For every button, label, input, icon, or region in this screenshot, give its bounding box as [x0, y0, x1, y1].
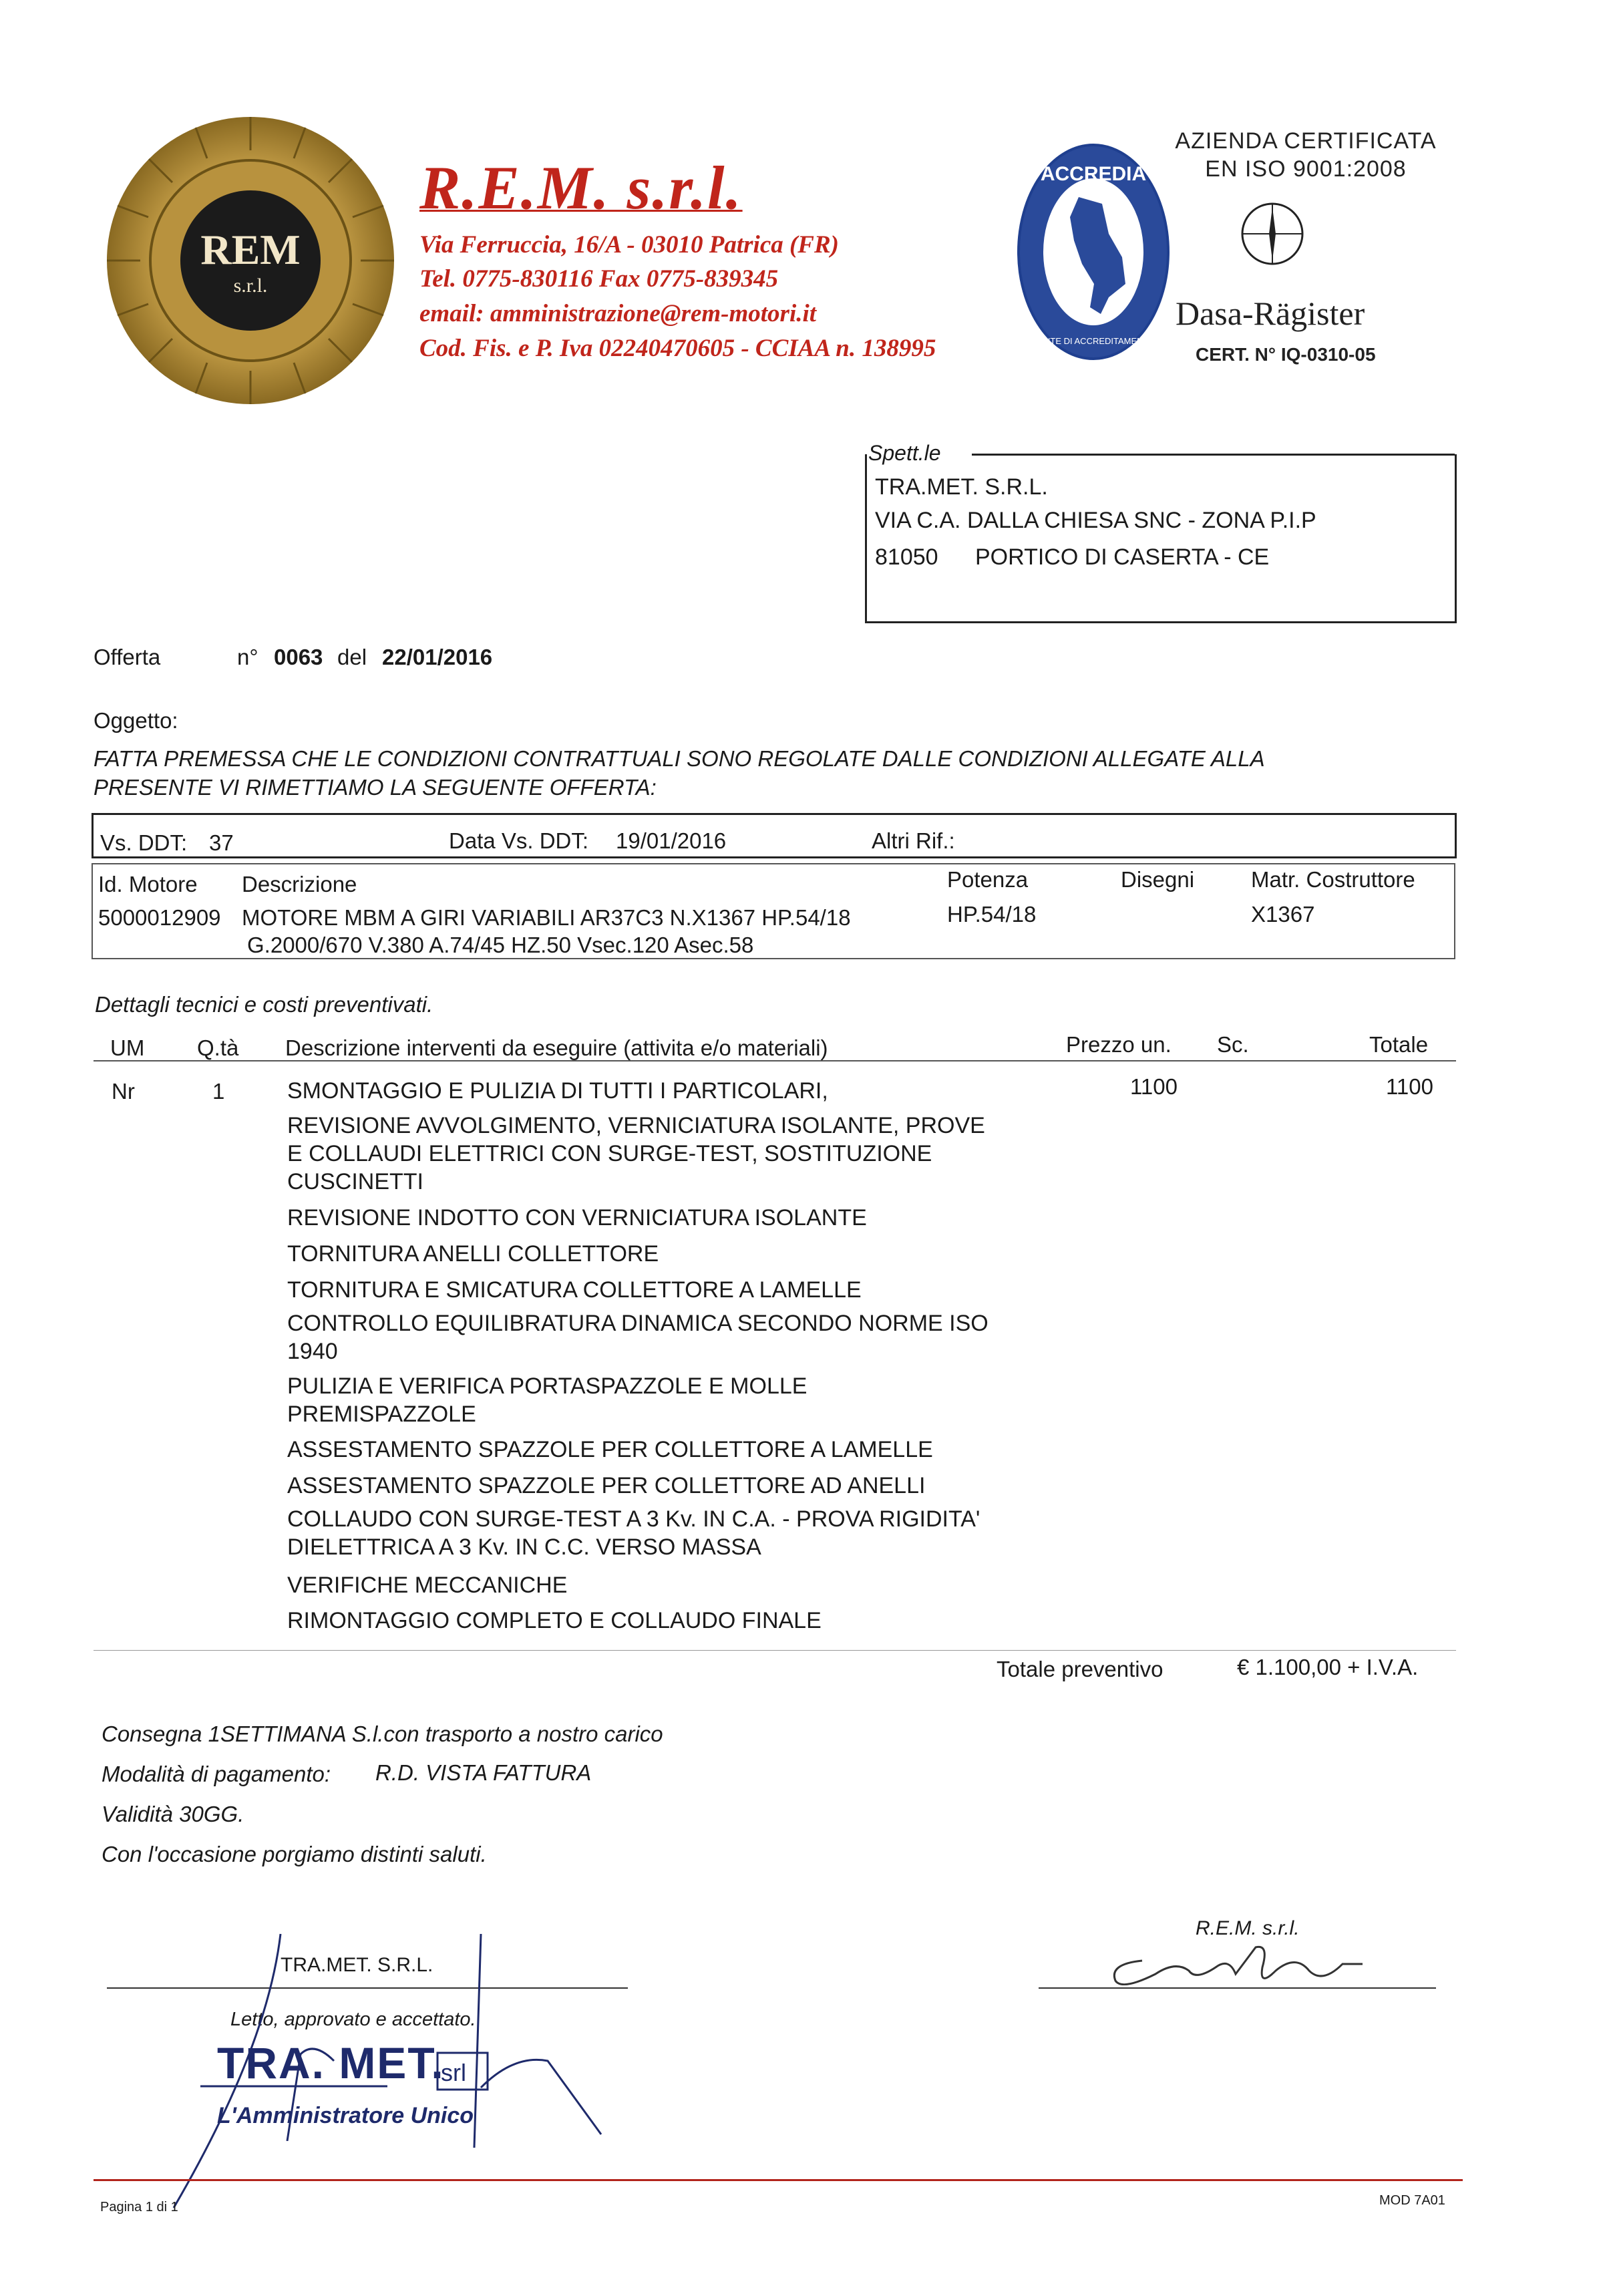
logo-text: REM [200, 226, 301, 273]
details-header-discount: Sc. [1217, 1032, 1249, 1057]
company-name: R.E.M. s.r.l. [419, 154, 743, 222]
ddt-label: Vs. DDT: [100, 830, 188, 855]
rem-signature-line [1039, 1987, 1436, 1989]
details-header-rule [94, 1060, 1456, 1061]
motor-header-serial: Matr. Costruttore [1251, 867, 1415, 892]
row-qty: 1 [212, 1079, 225, 1104]
offer-label: Offerta [94, 645, 161, 669]
stamp-srl: srl [441, 2059, 466, 2086]
company-logo [100, 110, 401, 411]
recipient-box-top [972, 454, 1455, 456]
cert-title-line-2: EN ISO 9001:2008 [1205, 156, 1407, 182]
cert-title-line-1: AZIENDA CERTIFICATA [1175, 128, 1437, 154]
work-item: PULIZIA E VERIFICA PORTASPAZZOLE E MOLLE PREMISPAZZOLE [287, 1373, 808, 1427]
details-header-total: Totale [1369, 1032, 1429, 1057]
row-price: 1100 [1130, 1074, 1178, 1099]
row-um: Nr [112, 1079, 135, 1104]
motor-power: HP.54/18 [947, 902, 1037, 927]
offer-date: 22/01/2016 [382, 645, 493, 669]
motor-description-1: MOTORE MBM A GIRI VARIABILI AR37C3 N.X1367 HP.54/18 [242, 905, 851, 930]
total-value: € 1.100,00 + I.V.A. [1237, 1655, 1419, 1679]
work-item: COLLAUDO CON SURGE-TEST A 3 Kv. IN C.A. - PROVA RIGIDITA' DIELETTRICA A 3 Kv. IN C.C. VERSO MASSA [287, 1506, 980, 1560]
customer-signature [160, 1927, 508, 2215]
details-header-description: Descrizione interventi da eseguire (attivita e/o materiali) [285, 1035, 828, 1060]
motor-header-description: Descrizione [242, 872, 357, 896]
ddt-box [92, 813, 1457, 858]
ddt-value: 37 [209, 830, 234, 855]
row-total: 1100 [1386, 1074, 1433, 1099]
recipient-city: PORTICO DI CASERTA - CE [975, 544, 1270, 570]
payment-value: R.D. VISTA FATTURA [375, 1760, 592, 1785]
page-number: Pagina 1 di 1 [100, 2200, 178, 2215]
details-header-qty: Q.tà [197, 1035, 239, 1060]
accredia-ring-text: L'ENTE DI ACCREDITAMENTO [1031, 336, 1155, 346]
stamp-role: L'Amministratore Unico [217, 2103, 474, 2128]
company-address: Via Ferruccia, 16/A - 03010 Patrica (FR) [419, 231, 839, 259]
work-item: TORNITURA E SMICATURA COLLETTORE A LAMELLE [287, 1277, 862, 1303]
company-phone-fax: Tel. 0775-830116 Fax 0775-839345 [419, 265, 779, 293]
work-item: ASSESTAMENTO SPAZZOLE PER COLLETTORE AD ANELLI [287, 1473, 926, 1498]
compass-icon [1239, 200, 1306, 267]
details-header-um: UM [110, 1035, 145, 1060]
customer-company: TRA.MET. S.R.L. [281, 1954, 433, 1976]
details-header-price: Prezzo un. [1066, 1032, 1172, 1057]
offer-number: 0063 [274, 645, 323, 669]
payment-label: Modalità di pagamento: [102, 1762, 331, 1786]
rem-signature [1095, 1934, 1416, 2007]
cert-body: Dasa-Rägister [1176, 295, 1365, 332]
recipient-label: Spett.le [868, 441, 946, 466]
offer-date-label: del [337, 645, 367, 669]
cert-number: CERT. N° IQ-0310-05 [1196, 344, 1376, 365]
recipient-name: TRA.MET. S.R.L. [875, 474, 1048, 500]
ddt-other-label: Altri Rif.: [872, 828, 955, 853]
validity: Validità 30GG. [102, 1802, 244, 1826]
logo-subtext: s.r.l. [233, 275, 268, 297]
footer-rule [94, 2179, 1463, 2181]
subject-label: Oggetto: [94, 708, 178, 733]
work-item: TORNITURA ANELLI COLLETTORE [287, 1241, 659, 1267]
ddt-date-value: 19/01/2016 [616, 828, 727, 853]
work-item: REVISIONE AVVOLGIMENTO, VERNICIATURA ISOLANTE, PROVE E COLLAUDI ELETTRICI CON SURGE-TEST, SOSTITUZIONE CUSCINETTI [287, 1113, 985, 1194]
recipient-street: VIA C.A. DALLA CHIESA SNC - ZONA P.I.P [875, 508, 1316, 533]
details-bottom-rule [94, 1650, 1456, 1651]
work-item: REVISIONE INDOTTO CON VERNICIATURA ISOLANTE [287, 1205, 867, 1231]
work-item: CONTROLLO EQUILIBRATURA DINAMICA SECONDO NORME ISO 1940 [287, 1311, 989, 1364]
work-item: SMONTAGGIO E PULIZIA DI TUTTI I PARTICOLARI, [287, 1078, 828, 1104]
work-item: VERIFICHE MECCANICHE [287, 1573, 568, 1598]
motor-description-2: G.2000/670 V.380 A.74/45 HZ.50 Vsec.120 Asec.58 [247, 933, 754, 957]
work-item: ASSESTAMENTO SPAZZOLE PER COLLETTORE A LAMELLE [287, 1437, 933, 1462]
customer-caption: Letto, approvato e accettato. [230, 2009, 476, 2030]
motor-header-id: Id. Motore [98, 872, 198, 896]
delivery-terms: Consegna 1SETTIMANA S.l.con trasporto a nostro carico [102, 1721, 663, 1746]
subject-text-2: PRESENTE VI RIMETTIAMO LA SEGUENTE OFFERTA: [94, 775, 657, 800]
motor-header-power: Potenza [947, 867, 1029, 892]
stamp-company: TRA. MET. [217, 2038, 445, 2088]
cert-title [1159, 127, 1453, 183]
company-tax-id: Cod. Fis. e P. Iva 02240470605 - CCIAA n. 138995 [419, 335, 936, 362]
subject-text-1: FATTA PREMESSA CHE LE CONDIZIONI CONTRATTUALI SONO REGOLATE DALLE CONDIZIONI ALLEGATE ALLA [94, 746, 1265, 771]
motor-serial: X1367 [1251, 902, 1315, 927]
details-title: Dettagli tecnici e costi preventivati. [95, 992, 433, 1017]
ddt-date-label: Data Vs. DDT: [449, 828, 589, 853]
accredia-seal [1015, 140, 1172, 364]
company-email[interactable]: email: amministrazione@rem-motori.it [419, 300, 817, 327]
offer-number-label: n° [237, 645, 258, 669]
accredia-label: ACCREDIA [1040, 163, 1147, 185]
module-code: MOD 7A01 [1379, 2193, 1445, 2208]
greeting: Con l'occasione porgiamo distinti saluti. [102, 1842, 487, 1866]
recipient-zip: 81050 [875, 544, 938, 570]
rem-company-signature-label: R.E.M. s.r.l. [1196, 1917, 1300, 1939]
motor-header-drawings: Disegni [1121, 867, 1195, 892]
total-label: Totale preventivo [997, 1657, 1164, 1681]
work-item: RIMONTAGGIO COMPLETO E COLLAUDO FINALE [287, 1608, 822, 1633]
motor-id: 5000012909 [98, 905, 221, 930]
